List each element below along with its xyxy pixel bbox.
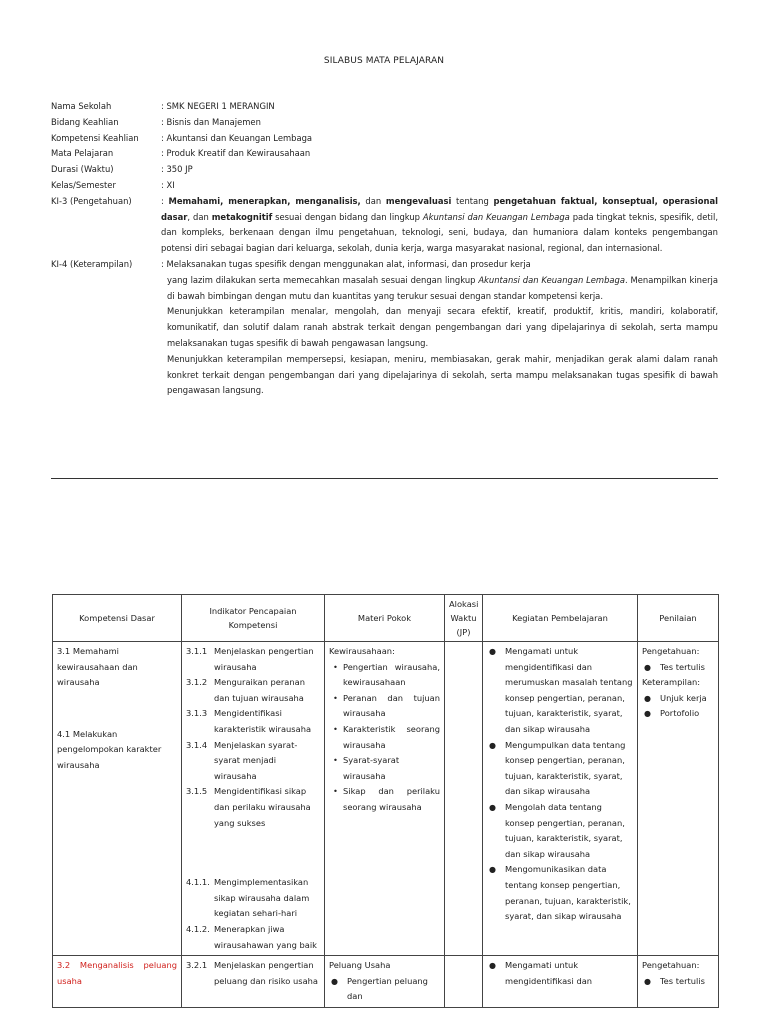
cell-materi — [325, 642, 445, 956]
list-item: • Pengertian wirausaha, kewirausahaan — [343, 660, 440, 691]
list-item: ● Tes tertulis — [660, 974, 714, 990]
indicator-item — [186, 784, 320, 831]
materi-title: Peluang Usaha — [329, 960, 391, 971]
ki3-prefix: : — [161, 195, 169, 206]
cell-kegiatan — [483, 956, 638, 1008]
list-item: ● Mengolah data tentang konsep pengertian, peranan, tujuan, karakteristik, syarat, dan sikap wirausaha — [505, 800, 633, 862]
list-item: • Karakteristik seorang wirausaha — [343, 722, 440, 753]
penilaian-list — [642, 974, 714, 990]
info-row-class — [51, 178, 718, 194]
table-header-row — [53, 595, 719, 642]
list-item: ● Mengumpulkan data tentang konsep pengertian, peranan, tujuan, karakteristik, syarat, dan sikap wirausaha — [505, 738, 633, 800]
school-info — [51, 99, 718, 399]
horizontal-divider — [51, 478, 718, 479]
cell-kd — [53, 642, 182, 956]
ki3-text — [161, 194, 718, 257]
indicator-item — [186, 875, 320, 922]
list-item: ● Mengamati untuk mengidentifikasi dan — [505, 958, 633, 989]
list-item: • Peranan dan tujuan wirausaha — [343, 691, 440, 722]
kegiatan-list — [487, 958, 633, 989]
indicator-item — [186, 922, 320, 953]
info-label: Mata Pelajaran — [51, 148, 114, 159]
list-item: ● Mengamati untuk mengidentifikasi dan merumuskan masalah tentang konsep pengertian, peranan, tujuan, karakteristik, syarat, dan sikap wirausaha — [505, 644, 633, 738]
ki4-label: KI-4 (Keterampilan) — [51, 258, 133, 269]
indicator-item — [186, 675, 320, 706]
header-penilaian: Penilaian — [638, 595, 719, 642]
ki4-p1-italic: Akuntansi dan Keuangan Lembaga — [478, 274, 625, 285]
info-row-duration — [51, 162, 718, 178]
indicator-number: 3.2.1 — [186, 960, 208, 971]
indicator-number: 3.1.5 — [186, 786, 208, 797]
header-kompetensi-dasar: Kompetensi Dasar — [53, 595, 182, 642]
header-indikator: Indikator Pencapaian Kompetensi — [182, 595, 325, 642]
cell-materi — [325, 956, 445, 1008]
materi-list — [329, 660, 440, 816]
ki3-text-4: sesuai dengan bidang dan lingkup — [272, 211, 423, 222]
indicator-number: 3.1.2 — [186, 677, 208, 688]
indicator-number: 3.1.4 — [186, 739, 208, 750]
indicator-text: Menjelaskan pengertian wirausaha — [214, 646, 314, 672]
list-item: ● Portofolio — [660, 706, 714, 722]
indicator-text: Menerapkan jiwa wirausahawan yang baik — [214, 923, 317, 950]
indicator-text: Mengidentifikasi sikap dan perilaku wirausaha yang sukses — [214, 786, 311, 828]
cell-penilaian — [638, 956, 719, 1008]
ki4-paragraph-1 — [161, 273, 718, 305]
indicator-text: Mengimplementasikan sikap wirausaha dalam kegiatan sehari-hari — [214, 877, 310, 919]
info-label: Kelas/Semester — [51, 179, 116, 190]
indicator-item — [186, 706, 320, 737]
cell-alokasi — [445, 956, 483, 1008]
ki4-paragraph-2: Menunjukkan keterampilan menalar, mengolah, dan menyaji secara efektif, kreatif, produktif, kritis, mandiri, kolaboratif, komunikatif, dan solutif dalam ranah abstrak terkait dengan pengembangan dari yang dipelajarinya di sekolah, serta mampu melaksanakan tugas spesifik di bawah pengawasan langsung. — [167, 306, 718, 348]
kd-item: 3.2 Menganalisis peluang usaha — [57, 960, 177, 986]
kd-item: 4.1 Melakukan pengelompokan karakter wirausaha — [57, 728, 162, 770]
indicator-item — [186, 644, 320, 675]
info-label: Nama Sekolah — [51, 101, 112, 111]
header-alokasi-waktu: Alokasi Waktu (JP) — [445, 595, 483, 642]
kegiatan-list — [487, 644, 633, 925]
info-value: : Akuntansi dan Keuangan Lembaga — [161, 132, 313, 143]
indicator-text: Menjelaskan syarat-syarat menjadi wirausaha — [214, 739, 298, 781]
indicator-text: Mengidentifikasi karakteristik wirausaha — [214, 708, 312, 734]
info-value: : 350 JP — [161, 164, 193, 175]
list-item: ● Mengomunikasikan data tentang konsep pengertian, peranan, tujuan, karakteristik, syarat, dan sikap wirausaha — [505, 862, 633, 924]
penilaian-list — [642, 660, 714, 676]
materi-title: Kewirausahaan: — [329, 646, 395, 656]
info-value: : Produk Kreatif dan Kewirausahaan — [161, 148, 311, 159]
cell-indikator — [182, 642, 325, 956]
cell-alokasi — [445, 642, 483, 956]
ki3-text-5: pada tingkat teknis, spesifik, detil, dan kompleks, berkenaan dengan ilmu pengetahuan, teknologi, seni, budaya, dan humaniora dalam konteks pengembangan potensi diri sebagai bagian dari keluarga, sekolah, dunia kerja, warga masyarakat nasional, regional, dan internasional. — [161, 211, 719, 254]
info-row-field — [51, 115, 718, 131]
penilaian-title: Keterampilan: — [642, 677, 701, 688]
materi-list — [329, 974, 440, 1005]
ki3-label: KI-3 (Pengetahuan) — [51, 195, 132, 206]
ki3-bold-2: mengevaluasi — [385, 195, 452, 206]
info-row-subject — [51, 146, 718, 162]
info-label: Kompetensi Keahlian — [51, 132, 139, 143]
ki4-paragraph-3: Menunjukkan keterampilan mempersepsi, kesiapan, meniru, membiasakan, gerak mahir, menjadikan gerak alami dalam ranah konkret terkait dengan pengembangan dari yang dipelajarinya di sekolah, serta mampu melaksanakan tugas spesifik di bawah pengawasan langsung. — [167, 353, 718, 396]
penilaian-title: Pengetahuan: — [642, 960, 700, 971]
info-value: : XI — [161, 179, 175, 190]
cell-penilaian — [638, 642, 719, 956]
info-label: Durasi (Waktu) — [51, 164, 114, 175]
cell-kd — [53, 956, 182, 1008]
ki4-line1: : Melaksanakan tugas spesifik dengan menggunakan alat, informasi, dan prosedur kerja — [161, 258, 531, 269]
list-item: • Syarat-syarat wirausaha — [343, 753, 440, 784]
indicator-number: 3.1.3 — [186, 708, 208, 719]
list-item: • Sikap dan perilaku seorang wirausaha — [343, 784, 440, 815]
ki3-italic: Akuntansi dan Keuangan Lembaga — [422, 211, 570, 222]
list-item: ● Tes tertulis — [660, 660, 714, 676]
table-row — [53, 642, 719, 956]
cell-indikator — [182, 956, 325, 1008]
info-row-ki3 — [51, 194, 718, 257]
syllabus-table — [52, 594, 719, 1008]
ki3-text-2: tentang — [451, 195, 494, 206]
header-materi-pokok: Materi Pokok — [325, 595, 445, 642]
kd-item: 3.1 Memahami kewirausahaan dan wirausaha — [57, 646, 138, 688]
info-value: : Bisnis dan Manajemen — [161, 116, 261, 127]
info-row-competency — [51, 131, 718, 147]
header-kegiatan: Kegiatan Pembelajaran — [483, 595, 638, 642]
ki3-bold-4: metakognitif — [211, 211, 273, 222]
info-label: Bidang Keahlian — [51, 116, 119, 127]
penilaian-title: Pengetahuan: — [642, 646, 700, 656]
ki3-bold-1: Memahami, menerapkan, menganalisis, — [168, 195, 361, 206]
ki4-p1-text-b: . Menampilkan kinerja di bawah bimbingan dengan mutu dan kuantitas yang terukur sesuai dengan standar kompetensi kerja. — [167, 274, 719, 301]
cell-kegiatan — [483, 642, 638, 956]
info-row-ki4 — [51, 257, 718, 399]
indicator-item — [186, 958, 320, 989]
indicator-text: Menguraikan peranan dan tujuan wirausaha — [214, 677, 305, 703]
info-value: : SMK NEGERI 1 MERANGIN — [161, 101, 275, 111]
ki3-text-3: , dan — [187, 211, 212, 222]
indicator-item — [186, 738, 320, 785]
list-item: ● Unjuk kerja — [660, 691, 714, 707]
indicator-number: 3.1.1 — [186, 646, 208, 656]
ki4-p1-text: yang lazim dilakukan serta memecahkan masalah sesuai dengan lingkup — [167, 274, 479, 285]
indicator-number: 4.1.1. — [186, 877, 210, 888]
ki3-text-1: dan — [360, 195, 386, 206]
ki4-text — [161, 257, 718, 399]
table-row — [53, 956, 719, 1008]
penilaian-list — [642, 691, 714, 722]
ki3-bold-3: pengetahuan faktual, konseptual, operasional dasar — [161, 195, 719, 222]
indicator-number: 4.1.2. — [186, 923, 210, 934]
info-row-school — [51, 99, 718, 115]
list-item: ● Pengertian peluang dan — [347, 974, 440, 1005]
document-title: SILABUS MATA PELAJARAN — [323, 56, 445, 66]
indicator-text: Menjelaskan pengertian peluang dan risiko usaha — [214, 960, 319, 986]
